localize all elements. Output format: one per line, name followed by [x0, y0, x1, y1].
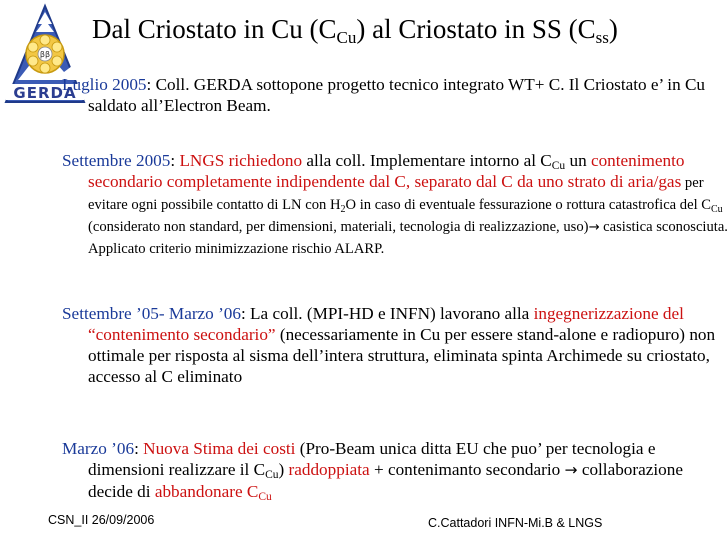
- logo-inner-text: ββ: [39, 50, 51, 59]
- highlight-lngs: LNGS richiedono: [179, 151, 303, 170]
- paragraph-date: Settembre 2005: [62, 151, 171, 170]
- arrow-icon: →: [588, 220, 600, 235]
- highlight-raddoppiata: raddoppiata: [288, 460, 370, 479]
- paragraph-marzo-2006: Marzo ’06: Nuova Stima dei costi (Pro-Beam unica ditta EU che puo’ per tecnologia e dimensioni realizzare il $C_{Cu}$) raddoppiata + contenimanto secondario → collaborazione decide di abbandonare $C_{Cu}$: [62, 439, 683, 503]
- highlight-abbandonare: abbandonare: [154, 482, 243, 501]
- paragraph-settembre-2005: Settembre 2005: LNGS richiedono alla coll. Implementare intorno al $C_{Cu}$ un contenimento secondario completamente indipendente dal C, separato dal C da uno strato di aria/gas per evitare ogni possibile contatto di LN con $H_2O$ in caso di eventuale fessurazione o rottura catastrofica del $C_{Cu}$ (considerato non standard, per dimensioni, materiali, tecnologia di realizzazione, uso)→ casistica sconosciuta. Applicato criterio minimizzazione rischio ALARP.: [62, 151, 728, 257]
- footer-left: CSN_II 26/09/2006: [48, 513, 155, 527]
- paragraph-date: Luglio 2005: [62, 75, 147, 94]
- paragraph-date: Settembre ’05- Marzo ’06: [62, 304, 241, 323]
- logo-text: GERDA: [13, 84, 77, 102]
- highlight-ingegnerizzazione: ingegnerizzazione del “contenimento secondario”: [88, 304, 684, 344]
- highlight-nuova-stima: Nuova Stima dei costi: [143, 439, 296, 458]
- arrow-icon: →: [564, 461, 578, 479]
- paragraph-luglio-2005: Luglio 2005: Coll. GERDA sottopone progetto tecnico integrato WT+ C. Il Criostato e’ in Cu saldato all’Electron Beam.: [62, 75, 706, 115]
- paragraph-date: Marzo ’06: [62, 439, 135, 458]
- paragraph-settembre-marzo: Settembre ’05- Marzo ’06: La coll. (MPI-HD e INFN) lavorano alla ingegnerizzazione del “contenimento secondario” (necessariamente in Cu per essere stand-alone e radiopuro) non ottimale per risposta al sisma dell’intera struttura, eliminata spinta Archimede su criostato, accesso al C eliminato: [62, 304, 716, 386]
- highlight-contenimento: contenimento secondario completamente indipendente dal C, separato dal C da uno strato di aria/gas: [88, 151, 685, 191]
- page-title: Dal Criostato in Cu $(C_{Cu})$ al Criostato in SS $(C_{ss})$: [92, 14, 618, 47]
- footer-right: C.Cattadori INFN-Mi.B & LNGS: [428, 516, 603, 530]
